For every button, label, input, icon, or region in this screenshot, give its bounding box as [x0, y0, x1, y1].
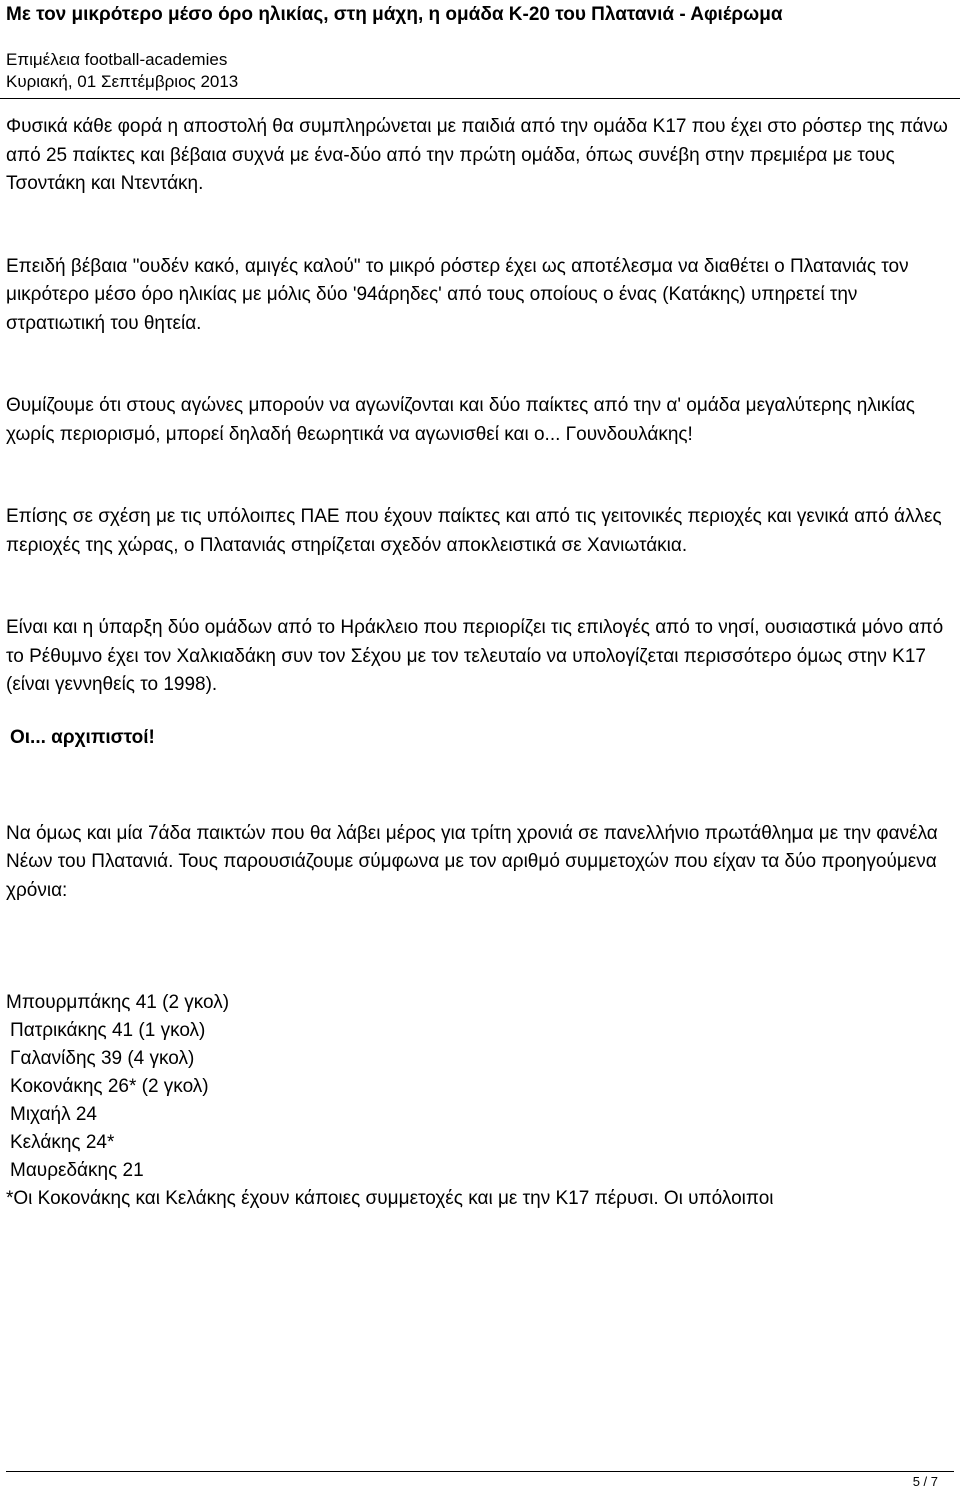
article-editor: Επιμέλεια football-academies	[6, 50, 228, 69]
paragraph-4: Επίσης σε σχέση με τις υπόλοιπες ΠΑΕ που έχουν παίκτες και από τις γειτονικές περιοχές και γενικά από άλλες περιοχές της χώρας, ο Πλατανιάς στηρίζεται σχεδόν αποκλειστικά σε Χανιωτάκια.	[6, 506, 942, 556]
paragraph-2: Επειδή βέβαια "ουδέν κακό, αμιγές καλού" το μικρό ρόστερ έχει ως αποτέλεσμα να διαθέτει ο Πλατανιάς τον μικρότερο μέσο όρο ηλικίας με μόλις δύο '94άρηδες' από τους οποίους ο ένας (Κατάκης) υπηρετεί την στρατιωτική του θητεία.	[6, 255, 909, 334]
footer-divider	[6, 1471, 954, 1472]
paragraph-1: Φυσικά κάθε φορά η αποστολή θα συμπληρώνεται με παιδιά από την ομάδα Κ17 που έχει στο ρόστερ της πάνω από 25 παίκτες και βέβαια συχνά με ένα-δύο από την πρώτη ομάδα, όπως συνέβη στην πρεμιέρα με τους Τσοντάκη και Ντεντάκη.	[6, 116, 948, 194]
article-date: Κυριακή, 01 Σεπτέμβριος 2013	[6, 72, 239, 91]
list-item: Μιχαήλ 24	[10, 1104, 97, 1125]
list-item: Μπουρμπάκης 41 (2 γκολ)	[6, 992, 230, 1013]
section-heading: Οι... αρχιπιστοί!	[10, 726, 155, 748]
list-item: Κοκονάκης 26* (2 γκολ)	[10, 1076, 209, 1097]
article-title: Με τον μικρότερο μέσο όρο ηλικίας, στη μάχη, η ομάδα Κ-20 του Πλατανιά - Αφιέρωμα	[6, 4, 783, 25]
spacer	[6, 905, 956, 989]
list-item: Πατρικάκης 41 (1 γκολ)	[10, 1020, 206, 1041]
player-list	[6, 989, 956, 1185]
footnote: *Οι Κοκονάκης και Κελάκης έχουν κάποιες συμμετοχές και με την Κ17 πέρυσι. Οι υπόλοιποι	[6, 1188, 774, 1209]
header-divider	[0, 98, 960, 99]
intro-paragraph: Να όμως και μία 7άδα παικτών που θα λάβει μέρος για τρίτη χρονιά σε πανελλήνιο πρωτάθλημα με την φανέλα Νέων του Πλατανιά. Τους παρουσιάζουμε σύμφωνα με τον αριθμό συμμετοχών που είχαν τα δύο προηγούμενα χρόνια:	[6, 822, 938, 901]
page-number: 5 / 7	[912, 1474, 938, 1489]
list-item: Κελάκης 24*	[10, 1132, 115, 1153]
list-item: Γαλανίδης 39 (4 γκολ)	[10, 1048, 195, 1069]
article-body	[6, 113, 956, 1213]
paragraph-3: Θυμίζουμε ότι στους αγώνες μπορούν να αγωνίζονται και δύο παίκτες από την α' ομάδα μεγαλύτερης ηλικίας χωρίς περιορισμό, μπορεί δηλαδή θεωρητικά να αγωνισθεί και ο... Γουνδουλάκης!	[6, 395, 915, 445]
paragraph-5: Είναι και η ύπαρξη δύο ομάδων από το Ηράκλειο που περιορίζει τις επιλογές από το νησί, ουσιαστικά μόνο από το Ρέθυμνο έχει τον Χαλκιαδάκη συν τον Σέχου με τον τελευταίο να υπολογίζεται περισσότερο όμως στην Κ17 (είναι γεννηθείς το 1998).	[6, 617, 944, 695]
list-item: Μαυρεδάκης 21	[10, 1160, 144, 1181]
